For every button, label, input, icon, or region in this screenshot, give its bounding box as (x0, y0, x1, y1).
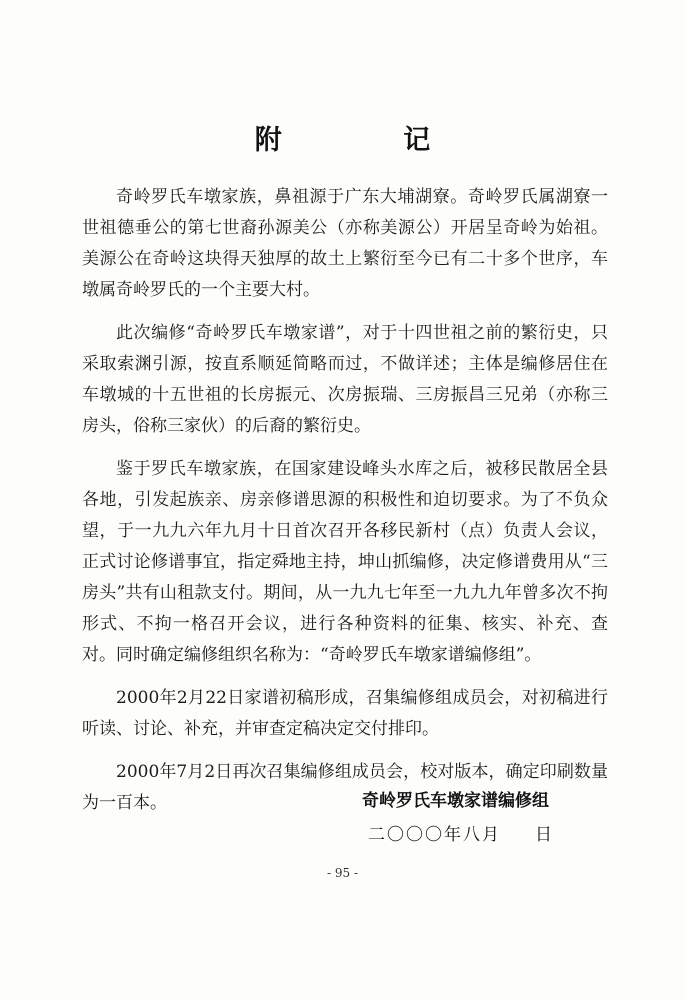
paragraph-3: 鉴于罗氏车墩家族，在国家建设峰头水库之后，被移民散居全县各地，引发起族亲、房亲修谱思源的积极性和迫切要求。为了不负众望，于一九九六年九月十日首次召开各移民新村（点）负责人会议，正式讨论修谱事宜，指定舜地主持，坤山抓编修，决定修谱费用从“三房头”共有山租款支付。期间，从一九九七年至一九九九年曾多次不拘形式、不拘一格召开会议，进行各种资料的征集、核实、补充、查对。同时确定编修组织名称为：“奇岭罗氏车墩家谱编修组”。 (82, 459, 608, 665)
paragraph-4: 2000年2月22日家谱初稿形成，召集编修组成员会，对初稿进行听读、讨论、补充，并审查定稿决定交付排印。 (82, 688, 608, 739)
paragraph-2: 此次编修“奇岭罗氏车墩家谱”，对于十四世祖之前的繁衍史，只采取索渊引源，按直系顺延简略而过，不做详述；主体是编修居住在车墩城的十五世祖的长房振元、次房振瑞、三房振昌三兄弟（亦称三房头，俗称三家伙）的后裔的繁衍史。 (82, 323, 608, 436)
signature-date (368, 820, 554, 845)
paragraph-5: 2000年7月2日再次召集编修组成员会，校对版本，确定印刷数量为一百本。 (82, 762, 608, 813)
signature-date-suffix: 日 (535, 825, 554, 845)
paragraph-1: 奇岭罗氏车墩家族，鼻祖源于广东大埔湖寮。奇岭罗氏属湖寮一世祖德垂公的第七世裔孙源美公（亦称美源公）开居呈奇岭为始祖。美源公在奇岭这块得天独厚的故土上繁衍至今已有二十多个世序，车墩属奇岭罗氏的一个主要大村。 (82, 187, 608, 300)
body-text (82, 182, 608, 831)
page-number: - 95 - (326, 866, 358, 880)
signature-organization: 奇岭罗氏车墩家谱编修组 (362, 791, 549, 811)
signature-date-prefix: 二〇〇〇年八月 (368, 825, 501, 845)
page-title: 附 记 (254, 125, 487, 156)
